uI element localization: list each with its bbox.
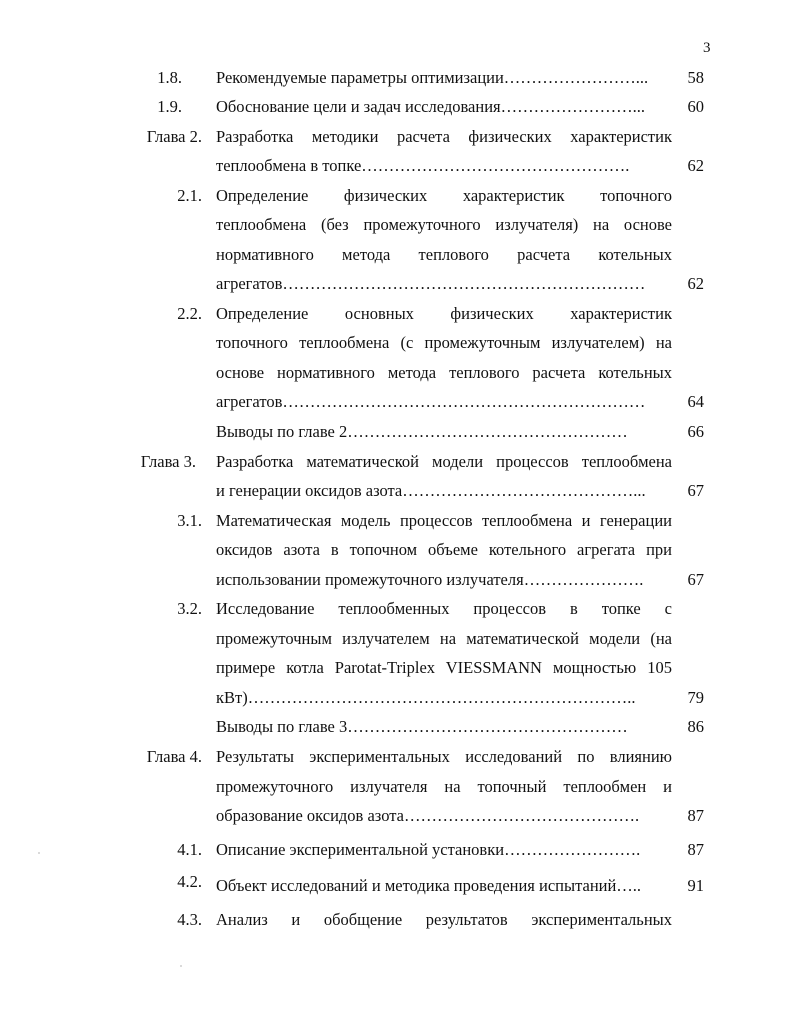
- entry-title-line: основе нормативного метода теплового расчета котельных: [216, 363, 672, 382]
- entry-title: Выводы по главе 3……………………………………………: [216, 717, 628, 736]
- entry-title: Обоснование цели и задач исследования……………………...: [216, 97, 645, 116]
- entry-title-line: Математическая модель процессов теплообмена и генерации: [216, 511, 672, 530]
- entry-page: 62: [687, 156, 704, 175]
- entry-title-line: и генерации оксидов азота……………………………………...: [216, 481, 646, 500]
- entry-title-line: использовании промежуточного излучателя………………….: [216, 570, 644, 589]
- chapter-number: Глава 3.: [140, 452, 196, 471]
- entry-title-line: Определение физических характеристик топочного: [216, 186, 672, 205]
- entry-title-line: агрегатов…………………………………………………………: [216, 274, 646, 293]
- entry-number: 2.2.: [177, 304, 202, 323]
- entry-title-line: Исследование теплообменных процессов в топке с: [216, 599, 672, 618]
- entry-page: 62: [687, 274, 704, 293]
- entry-title-line: Разработка математической модели процессов теплообмена: [216, 452, 672, 471]
- entry-title-line: Определение основных физических характеристик: [216, 304, 672, 323]
- scan-speck: [38, 852, 40, 854]
- entry-title-line: промежуточного излучателя на топочный теплообмен и: [216, 777, 672, 796]
- entry-title-line: примере котла Parotat-Triplex VIESSMANN мощностью 105: [216, 658, 672, 677]
- entry-page: 79: [687, 688, 704, 707]
- entry-page: 86: [687, 717, 704, 736]
- entry-title: Объект исследований и методика проведения испытаний…..: [216, 876, 642, 895]
- entry-title-line: теплообмена (без промежуточного излучателя) на основе: [216, 215, 672, 234]
- entry-page: 91: [687, 876, 704, 895]
- entry-title-line: Результаты экспериментальных исследований по влиянию: [216, 747, 672, 766]
- entry-number: 4.1.: [177, 840, 202, 859]
- entry-number: 4.3.: [177, 910, 202, 929]
- entry-page: 66: [687, 422, 704, 441]
- entry-page: 60: [687, 97, 704, 116]
- entry-title-line: оксидов азота в топочном объеме котельного агрегата при: [216, 540, 672, 559]
- entry-number: 4.2.: [177, 872, 202, 891]
- entry-title-line: топочного теплообмена (с промежуточным излучателем) на: [216, 333, 672, 352]
- entry-number: 1.8.: [157, 68, 182, 87]
- entry-title: Рекомендуемые параметры оптимизации……………………...: [216, 68, 649, 87]
- entry-title-line: кВт)……………………………………………………………..: [216, 688, 636, 707]
- entry-title-line: Разработка методики расчета физических характеристик: [216, 127, 672, 146]
- entry-title-line: промежуточным излучателем на математической модели (на: [216, 629, 672, 648]
- entry-title-line: теплообмена в топке………………………………………….: [216, 156, 630, 175]
- entry-number: 1.9.: [157, 97, 182, 116]
- entry-page: 67: [687, 570, 704, 589]
- entry-title-line: агрегатов…………………………………………………………: [216, 392, 646, 411]
- entry-page: 67: [687, 481, 704, 500]
- entry-title-line: образование оксидов азота…………………………………….: [216, 806, 640, 825]
- entry-title-line: нормативного метода теплового расчета котельных: [216, 245, 672, 264]
- entry-number: 2.1.: [177, 186, 202, 205]
- page-number: 3: [703, 40, 711, 56]
- chapter-number: Глава 4.: [146, 747, 202, 766]
- scan-speck: [180, 965, 182, 967]
- entry-page: 87: [687, 840, 704, 859]
- entry-number: 3.2.: [177, 599, 202, 618]
- entry-page: 58: [687, 68, 704, 87]
- entry-title: Описание экспериментальной установки…………………….: [216, 840, 641, 859]
- entry-title-line: Анализ и обобщение результатов экспериментальных: [216, 910, 672, 929]
- entry-page: 64: [687, 392, 704, 411]
- entry-page: 87: [687, 806, 704, 825]
- chapter-number: Глава 2.: [146, 127, 202, 146]
- entry-title: Выводы по главе 2……………………………………………: [216, 422, 628, 441]
- entry-number: 3.1.: [177, 511, 202, 530]
